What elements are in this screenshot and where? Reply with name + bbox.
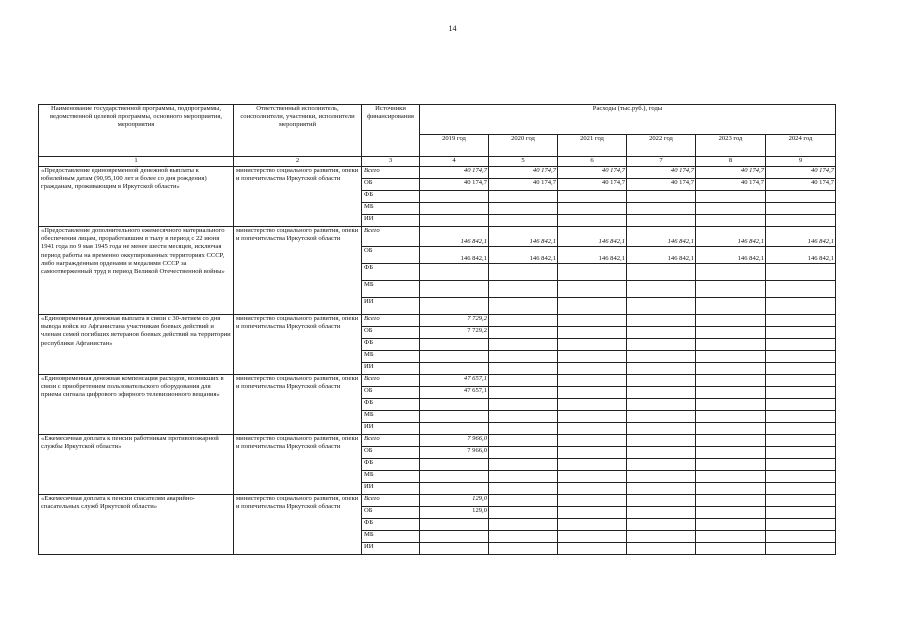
funding-source: Всего [362,227,420,247]
empty-amount [558,459,627,471]
total-amount: 146 842,1 [558,227,627,247]
total-amount: 129,0 [420,495,489,507]
empty-amount [627,298,696,315]
regional-budget-amount: 146 842,1 [696,247,766,264]
regional-budget-amount: 40 174,7 [558,179,627,191]
header-executor: Ответственный исполнитель, соисполнители, участники, исполнители мероприятий [234,105,362,157]
measure-name: «Предоставление единовременной денежной выплаты к юбилейным датам (90,95,100 лет и более со дня рождения) гражданам, проживающим в Иркутской области» [39,167,234,227]
empty-amount [696,298,766,315]
regional-budget-amount [627,447,696,459]
empty-amount [766,339,836,351]
funding-source: Всего [362,435,420,447]
empty-amount [489,298,558,315]
total-amount [766,435,836,447]
empty-amount [696,471,766,483]
empty-amount [627,423,696,435]
column-number: 9 [766,157,836,167]
header-program-name: Наименование государственной программы, подпрограммы, ведомственной целевой программы, основного мероприятия, мероприятия [39,105,234,157]
total-amount [766,495,836,507]
column-number: 3 [362,157,420,167]
empty-amount [420,411,489,423]
empty-amount [627,351,696,363]
empty-amount [489,351,558,363]
empty-amount [627,483,696,495]
column-number: 8 [696,157,766,167]
regional-budget-amount [766,447,836,459]
empty-amount [696,399,766,411]
header-year: 2023 год [696,135,766,157]
column-number: 2 [234,157,362,167]
regional-budget-amount [558,447,627,459]
regional-budget-amount [627,327,696,339]
funding-source: ОБ [362,327,420,339]
empty-amount [489,471,558,483]
empty-amount [420,399,489,411]
table-row [39,227,836,247]
regional-budget-amount [558,327,627,339]
funding-source: ИИ [362,298,420,315]
empty-amount [420,543,489,555]
empty-amount [766,483,836,495]
empty-amount [766,423,836,435]
total-amount [489,375,558,387]
empty-amount [766,191,836,203]
total-amount [627,375,696,387]
funding-source: МБ [362,471,420,483]
total-amount: 146 842,1 [627,227,696,247]
measure-name: «Единовременная денежная выплата в связи с 30-летием со дня вывода войск из Афганистана участникам боевых действий и членам семей погибших ветеранов боевых действий на территории республики Афганистан» [39,315,234,375]
empty-amount [558,519,627,531]
empty-amount [420,519,489,531]
empty-amount [489,203,558,215]
empty-amount [558,203,627,215]
empty-amount [766,411,836,423]
total-amount [696,375,766,387]
column-number: 1 [39,157,234,167]
empty-amount [696,543,766,555]
regional-budget-amount: 40 174,7 [696,179,766,191]
regional-budget-amount [627,387,696,399]
regional-budget-amount [558,387,627,399]
funding-source: ФБ [362,191,420,203]
empty-amount [696,531,766,543]
funding-source: ФБ [362,399,420,411]
total-amount: 7 966,0 [420,435,489,447]
empty-amount [627,531,696,543]
empty-amount [766,281,836,298]
funding-source: ИИ [362,423,420,435]
column-number: 5 [489,157,558,167]
total-amount: 146 842,1 [696,227,766,247]
regional-budget-amount [489,387,558,399]
empty-amount [696,203,766,215]
total-amount [696,315,766,327]
total-amount: 40 174,7 [420,167,489,179]
empty-amount [766,298,836,315]
column-number: 6 [558,157,627,167]
empty-amount [558,281,627,298]
empty-amount [627,203,696,215]
funding-source: ФБ [362,459,420,471]
regional-budget-amount: 40 174,7 [766,179,836,191]
empty-amount [627,543,696,555]
funding-source: МБ [362,531,420,543]
empty-amount [489,531,558,543]
regional-budget-amount [489,447,558,459]
empty-amount [696,215,766,227]
empty-amount [558,264,627,281]
empty-amount [766,264,836,281]
total-amount [696,495,766,507]
total-amount: 47 657,1 [420,375,489,387]
funding-source: МБ [362,351,420,363]
empty-amount [489,411,558,423]
total-amount [627,495,696,507]
empty-amount [558,351,627,363]
regional-budget-amount: 7 966,0 [420,447,489,459]
total-amount: 40 174,7 [766,167,836,179]
empty-amount [766,399,836,411]
empty-amount [627,459,696,471]
empty-amount [489,363,558,375]
empty-amount [420,215,489,227]
total-amount [558,435,627,447]
empty-amount [627,215,696,227]
empty-amount [489,399,558,411]
empty-amount [420,281,489,298]
empty-amount [489,281,558,298]
empty-amount [420,531,489,543]
measure-name: «Ежемесячная доплата к пенсии спасателям аварийно-спасательных служб Иркутской области» [39,495,234,555]
total-amount [489,495,558,507]
total-amount: 40 174,7 [627,167,696,179]
empty-amount [696,519,766,531]
empty-amount [627,363,696,375]
regional-budget-amount [696,447,766,459]
regional-budget-amount: 7 729,2 [420,327,489,339]
empty-amount [420,459,489,471]
column-number: 7 [627,157,696,167]
table-row [39,495,836,507]
empty-amount [627,519,696,531]
funding-source: ИИ [362,543,420,555]
total-amount [627,435,696,447]
funding-source: ИИ [362,483,420,495]
regional-budget-amount [489,327,558,339]
regional-budget-amount [766,327,836,339]
funding-source: ФБ [362,264,420,281]
empty-amount [420,483,489,495]
empty-amount [627,411,696,423]
funding-source: ОБ [362,387,420,399]
total-amount: 7 729,2 [420,315,489,327]
empty-amount [420,264,489,281]
executor: министерство социального развития, опеки и попечительства Иркутской области [234,375,362,435]
empty-amount [489,191,558,203]
measure-name: «Ежемесячная доплата к пенсии работникам противопожарной службы Иркутской области» [39,435,234,495]
empty-amount [766,471,836,483]
header-year: 2022 год [627,135,696,157]
funding-source: МБ [362,411,420,423]
empty-amount [627,471,696,483]
executor: министерство социального развития, опеки и попечительства Иркутской области [234,495,362,555]
empty-amount [627,191,696,203]
empty-amount [558,363,627,375]
regional-budget-amount: 40 174,7 [420,179,489,191]
total-amount [558,315,627,327]
total-amount: 146 842,1 [420,227,489,247]
table-row [39,435,836,447]
regional-budget-amount: 40 174,7 [627,179,696,191]
total-amount [766,375,836,387]
empty-amount [489,215,558,227]
empty-amount [420,423,489,435]
executor: министерство социального развития, опеки и попечительства Иркутской области [234,315,362,375]
funding-source: ФБ [362,339,420,351]
regional-budget-amount [627,507,696,519]
empty-amount [558,471,627,483]
empty-amount [766,519,836,531]
column-number: 4 [420,157,489,167]
total-amount: 40 174,7 [696,167,766,179]
empty-amount [696,351,766,363]
empty-amount [558,531,627,543]
regional-budget-amount [489,507,558,519]
empty-amount [420,203,489,215]
total-amount [558,375,627,387]
total-amount [558,495,627,507]
empty-amount [489,459,558,471]
funding-source: Всего [362,495,420,507]
budget-table [38,104,836,555]
empty-amount [489,423,558,435]
empty-amount [627,339,696,351]
table-row [39,315,836,327]
empty-amount [696,264,766,281]
empty-amount [420,471,489,483]
empty-amount [766,363,836,375]
measure-name: «Предоставление дополнительного ежемесячного материального обеспечения лицам, проработавшим в тылу в период с 22 июня 1941 года по 9 мая 1945 года не менее шести месяцев, исключая период работы на временно оккупированных территориях СССР, либо награжденным орденами и медалями СССР за самоотверженный труд в период Великой Отечественной войны» [39,227,234,315]
funding-source: ОБ [362,447,420,459]
empty-amount [766,531,836,543]
total-amount: 146 842,1 [766,227,836,247]
empty-amount [420,351,489,363]
empty-amount [558,411,627,423]
total-amount: 146 842,1 [489,227,558,247]
empty-amount [627,281,696,298]
empty-amount [696,191,766,203]
empty-amount [696,281,766,298]
regional-budget-amount [696,327,766,339]
funding-source: МБ [362,281,420,298]
empty-amount [558,339,627,351]
empty-amount [696,423,766,435]
regional-budget-amount: 129,0 [420,507,489,519]
table-row [39,167,836,179]
regional-budget-amount: 146 842,1 [420,247,489,264]
regional-budget-amount: 47 657,1 [420,387,489,399]
empty-amount [420,339,489,351]
funding-source: Всего [362,375,420,387]
total-amount [766,315,836,327]
funding-source: ИИ [362,363,420,375]
empty-amount [696,483,766,495]
empty-amount [766,203,836,215]
header-year: 2024 год [766,135,836,157]
empty-amount [558,543,627,555]
header-expenses: Расходы (тыс.руб.), годы [420,105,836,135]
empty-amount [766,215,836,227]
total-amount [627,315,696,327]
executor: министерство социального развития, опеки и попечительства Иркутской области [234,435,362,495]
executor: министерство социального развития, опеки и попечительства Иркутской области [234,227,362,315]
empty-amount [766,459,836,471]
empty-amount [696,459,766,471]
regional-budget-amount [766,387,836,399]
funding-source: МБ [362,203,420,215]
measure-name: «Единовременная денежная компенсация расходов, возникших в связи с приобретением пользовательского оборудования для приема сигнала цифрового эфирного телевизионного вещания» [39,375,234,435]
empty-amount [420,191,489,203]
regional-budget-amount [696,507,766,519]
table-row [39,375,836,387]
regional-budget-amount: 146 842,1 [489,247,558,264]
empty-amount [696,339,766,351]
funding-source: ФБ [362,519,420,531]
funding-source: ОБ [362,507,420,519]
empty-amount [627,264,696,281]
funding-source: ИИ [362,215,420,227]
total-amount [696,435,766,447]
total-amount: 40 174,7 [558,167,627,179]
regional-budget-amount: 146 842,1 [558,247,627,264]
empty-amount [420,298,489,315]
empty-amount [489,519,558,531]
regional-budget-amount [766,507,836,519]
regional-budget-amount: 40 174,7 [489,179,558,191]
header-year: 2020 год [489,135,558,157]
header-year: 2019 год [420,135,489,157]
empty-amount [558,215,627,227]
empty-amount [420,363,489,375]
header-year: 2021 год [558,135,627,157]
executor: министерство социального развития, опеки и попечительства Иркутской области [234,167,362,227]
total-amount [489,315,558,327]
empty-amount [558,423,627,435]
empty-amount [627,399,696,411]
total-amount [489,435,558,447]
regional-budget-amount [558,507,627,519]
empty-amount [489,483,558,495]
page-number: 14 [448,24,457,33]
regional-budget-amount: 146 842,1 [627,247,696,264]
empty-amount [558,399,627,411]
empty-amount [696,411,766,423]
funding-source: ОБ [362,179,420,191]
empty-amount [489,264,558,281]
empty-amount [489,339,558,351]
empty-amount [558,483,627,495]
empty-amount [489,543,558,555]
empty-amount [696,363,766,375]
empty-amount [766,351,836,363]
regional-budget-amount [696,387,766,399]
total-amount: 40 174,7 [489,167,558,179]
empty-amount [558,298,627,315]
funding-source: Всего [362,315,420,327]
header-source: Источники финансирования [362,105,420,157]
empty-amount [766,543,836,555]
empty-amount [558,191,627,203]
funding-source: ОБ [362,247,420,264]
regional-budget-amount: 146 842,1 [766,247,836,264]
funding-source: Всего [362,167,420,179]
